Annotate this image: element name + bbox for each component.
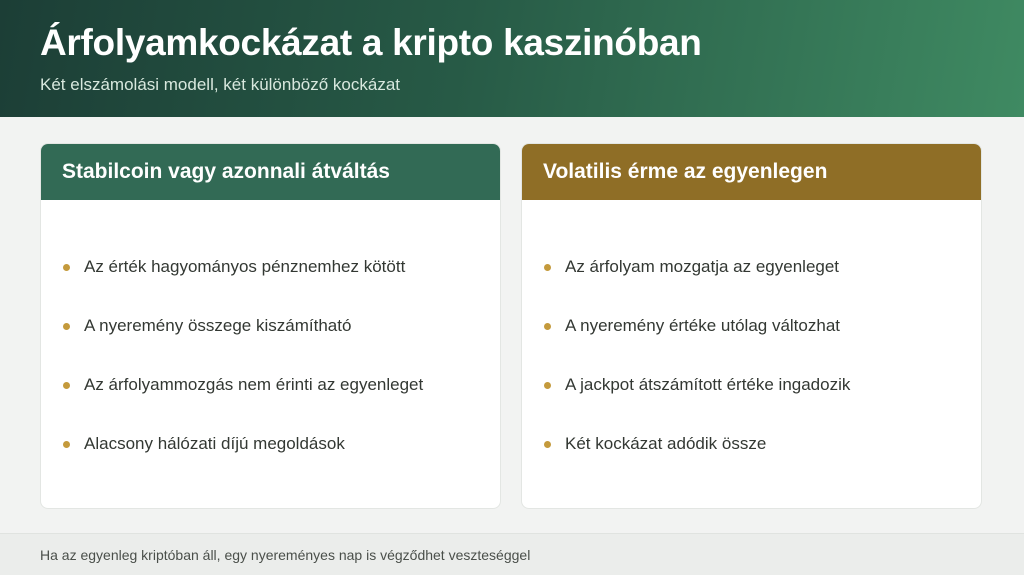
list-item-text: Az árfolyammozgás nem érinti az egyenleget — [84, 375, 424, 394]
bullet-dot-icon — [544, 323, 551, 330]
footer-note: Ha az egyenleg kriptóban áll, egy nyereményes nap is végződhet veszteséggel — [40, 547, 531, 563]
list-item — [63, 314, 351, 338]
card-volatile-coin — [521, 143, 982, 509]
list-item-text: A nyeremény értéke utólag változhat — [565, 316, 840, 335]
list-item-text: Két kockázat adódik össze — [565, 434, 767, 453]
page-title: Árfolyamkockázat a kripto kaszinóban — [40, 22, 702, 63]
page-subtitle: Két elszámolási modell, két különböző kockázat — [40, 75, 401, 94]
footer-bar — [0, 533, 1024, 575]
card-stablecoin-title: Stabilcoin vagy azonnali átváltás — [41, 144, 500, 200]
list-item-text: A jackpot átszámított értéke ingadozik — [565, 375, 851, 394]
list-item-text: A nyeremény összege kiszámítható — [84, 316, 352, 335]
list-item — [63, 432, 345, 456]
list-item — [544, 314, 840, 338]
bullet-dot-icon — [63, 382, 70, 389]
bullet-dot-icon — [544, 382, 551, 389]
list-item-text: Az érték hagyományos pénznemhez kötött — [84, 257, 406, 276]
list-item-text: Alacsony hálózati díjú megoldások — [84, 434, 345, 453]
card-volatile-coin-title: Volatilis érme az egyenlegen — [522, 144, 981, 200]
bullet-dot-icon — [544, 441, 551, 448]
list-item — [544, 255, 839, 279]
header-banner — [0, 0, 1024, 117]
bullet-dot-icon — [63, 323, 70, 330]
list-item — [63, 255, 405, 279]
bullet-dot-icon — [63, 441, 70, 448]
bullet-dot-icon — [544, 264, 551, 271]
list-item — [544, 373, 850, 397]
list-item — [544, 432, 766, 456]
list-item-text: Az árfolyam mozgatja az egyenleget — [565, 257, 840, 276]
bullet-dot-icon — [63, 264, 70, 271]
card-stablecoin — [40, 143, 501, 509]
list-item — [63, 373, 423, 397]
